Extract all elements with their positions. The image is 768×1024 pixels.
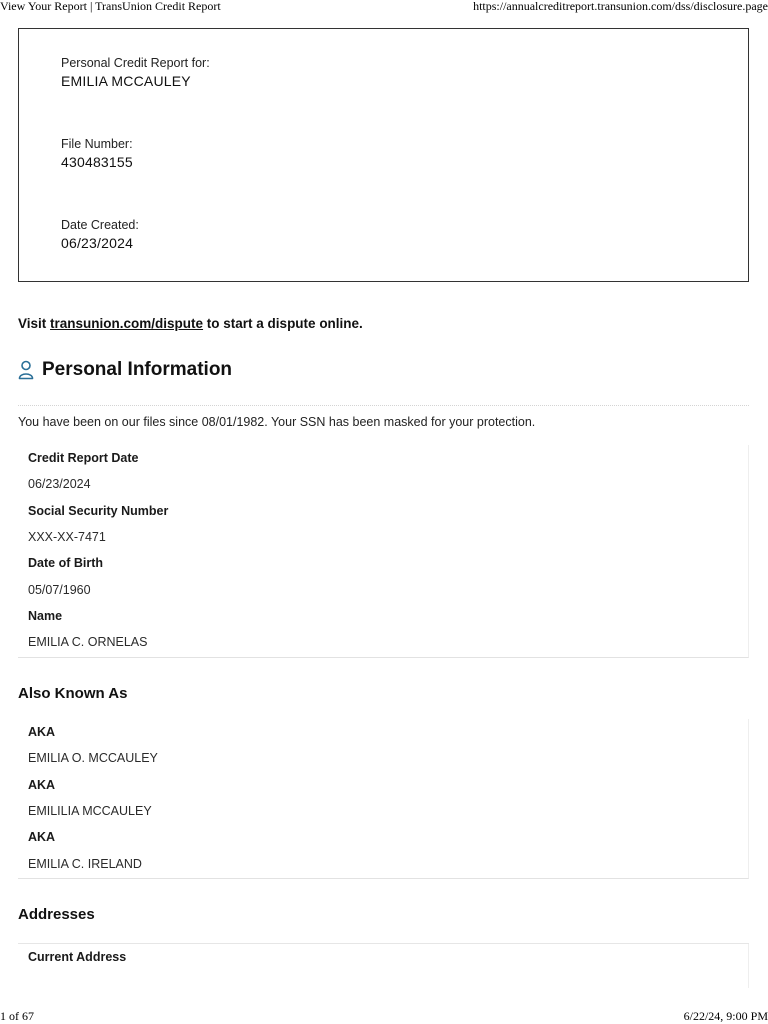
print-header: [0, 0, 768, 14]
date-of-birth-label: Date of Birth: [28, 556, 103, 571]
aka-label: AKA: [28, 830, 56, 845]
report-for-field: [61, 56, 210, 89]
page-number: 1 of 67: [0, 1009, 34, 1023]
dispute-link[interactable]: transunion.com/dispute: [50, 316, 204, 331]
print-footer: [0, 1009, 768, 1023]
personal-information-title: Personal Information: [42, 359, 233, 380]
dispute-prefix: Visit: [18, 316, 51, 331]
aka-value: EMILILIA MCCAULEY: [28, 804, 152, 819]
credit-report-date-label: Credit Report Date: [28, 451, 139, 466]
print-header-url: https://annualcreditreport.transunion.com/dss/disclosure.page: [473, 0, 768, 13]
aka-value: EMILIA C. IRELAND: [28, 856, 142, 871]
ssn-value: XXX-XX-7471: [28, 530, 106, 545]
section-divider: [18, 405, 749, 406]
date-created-label: Date Created:: [61, 218, 139, 232]
personal-information-table: [18, 445, 749, 658]
person-icon: [18, 360, 34, 380]
name-value: EMILIA C. ORNELAS: [28, 635, 148, 650]
date-created-field: [61, 218, 139, 251]
addresses-title: Addresses: [18, 906, 95, 923]
also-known-as-table: [18, 719, 749, 879]
file-number-value: 430483155: [61, 154, 133, 170]
name-label: Name: [28, 608, 63, 623]
ssn-label: Social Security Number: [28, 503, 169, 518]
file-number-field: [61, 137, 133, 170]
aka-label: AKA: [28, 725, 56, 740]
date-of-birth-value: 05/07/1960: [28, 582, 91, 597]
dispute-message: [18, 316, 363, 331]
aka-label: AKA: [28, 777, 56, 792]
personal-information-intro: You have been on our files since 08/01/1982. Your SSN has been masked for your protection.: [18, 415, 536, 429]
file-number-label: File Number:: [61, 137, 133, 151]
aka-value: EMILIA O. MCCAULEY: [28, 751, 158, 766]
print-timestamp: 6/22/24, 9:00 PM: [683, 1009, 768, 1023]
credit-report-date-value: 06/23/2024: [28, 477, 91, 492]
current-address-label: Current Address: [28, 950, 127, 965]
report-for-value: EMILIA MCCAULEY: [61, 73, 191, 89]
also-known-as-title: Also Known As: [18, 685, 128, 702]
print-header-title: View Your Report | TransUnion Credit Report: [0, 0, 221, 13]
date-created-value: 06/23/2024: [61, 235, 134, 251]
addresses-table: [18, 944, 749, 988]
personal-information-heading: [18, 359, 232, 381]
dispute-suffix: to start a dispute online.: [203, 316, 363, 331]
report-summary-box: [18, 28, 749, 282]
report-for-label: Personal Credit Report for:: [61, 56, 210, 70]
